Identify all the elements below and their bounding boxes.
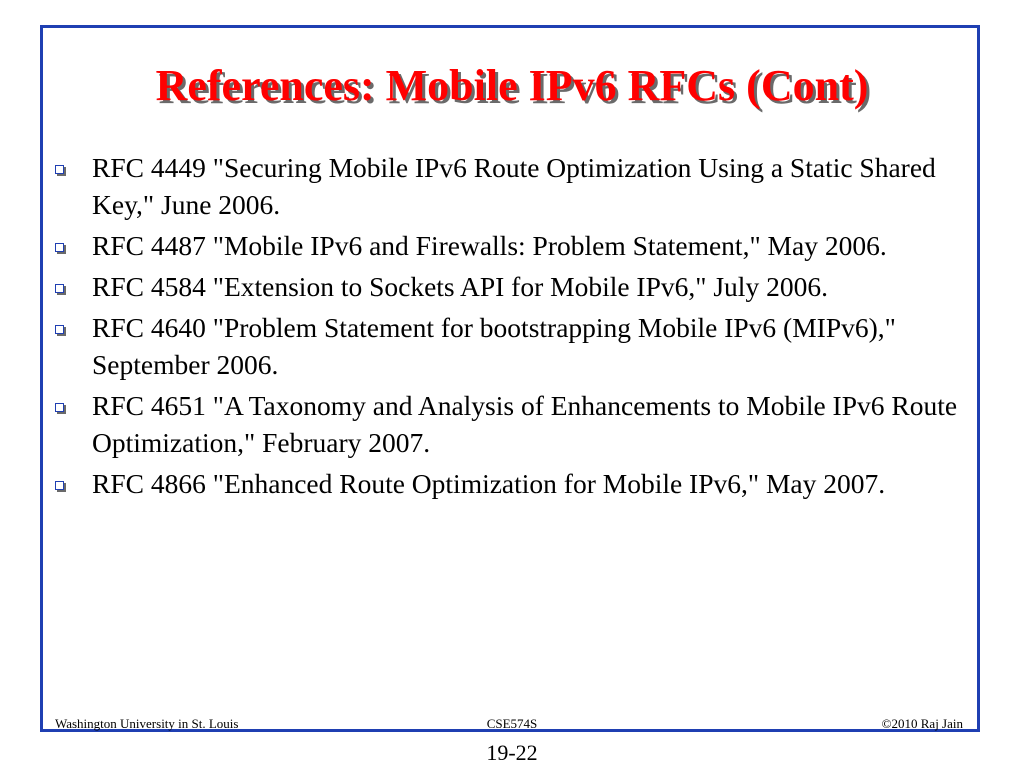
square-bullet-icon [55,243,64,252]
square-bullet-icon [55,165,64,174]
list-item [52,227,962,264]
reference-text: RFC 4487 "Mobile IPv6 and Firewalls: Problem Statement," May 2006. [92,230,887,261]
reference-text: RFC 4584 "Extension to Sockets API for Mobile IPv6," July 2006. [92,271,828,302]
square-bullet-icon [55,284,64,293]
list-item [52,309,962,383]
reference-text: RFC 4449 "Securing Mobile IPv6 Route Optimization Using a Static Shared Key," June 2006. [92,152,936,220]
footer-course: CSE574S [486,716,538,731]
footer-institution: Washington University in St. Louis [55,716,239,731]
reference-text: RFC 4640 "Problem Statement for bootstrapping Mobile IPv6 (MIPv6)," September 2006. [92,312,896,380]
reference-text: RFC 4866 "Enhanced Route Optimization for Mobile IPv6," May 2007. [92,468,886,499]
reference-text: RFC 4651 "A Taxonomy and Analysis of Enhancements to Mobile IPv6 Route Optimization," February 2007. [92,390,958,458]
square-bullet-icon [55,403,64,412]
page-number: 19-22 [486,740,538,765]
list-item [52,387,962,461]
list-item [52,465,962,502]
square-bullet-icon [55,325,64,334]
reference-list [52,149,962,506]
slide-title: References: Mobile IPv6 RFCs (Cont) [155,61,869,110]
footer-copyright: ©2010 Raj Jain [881,716,963,731]
list-item [52,268,962,305]
list-item [52,149,962,223]
square-bullet-icon [55,481,64,490]
